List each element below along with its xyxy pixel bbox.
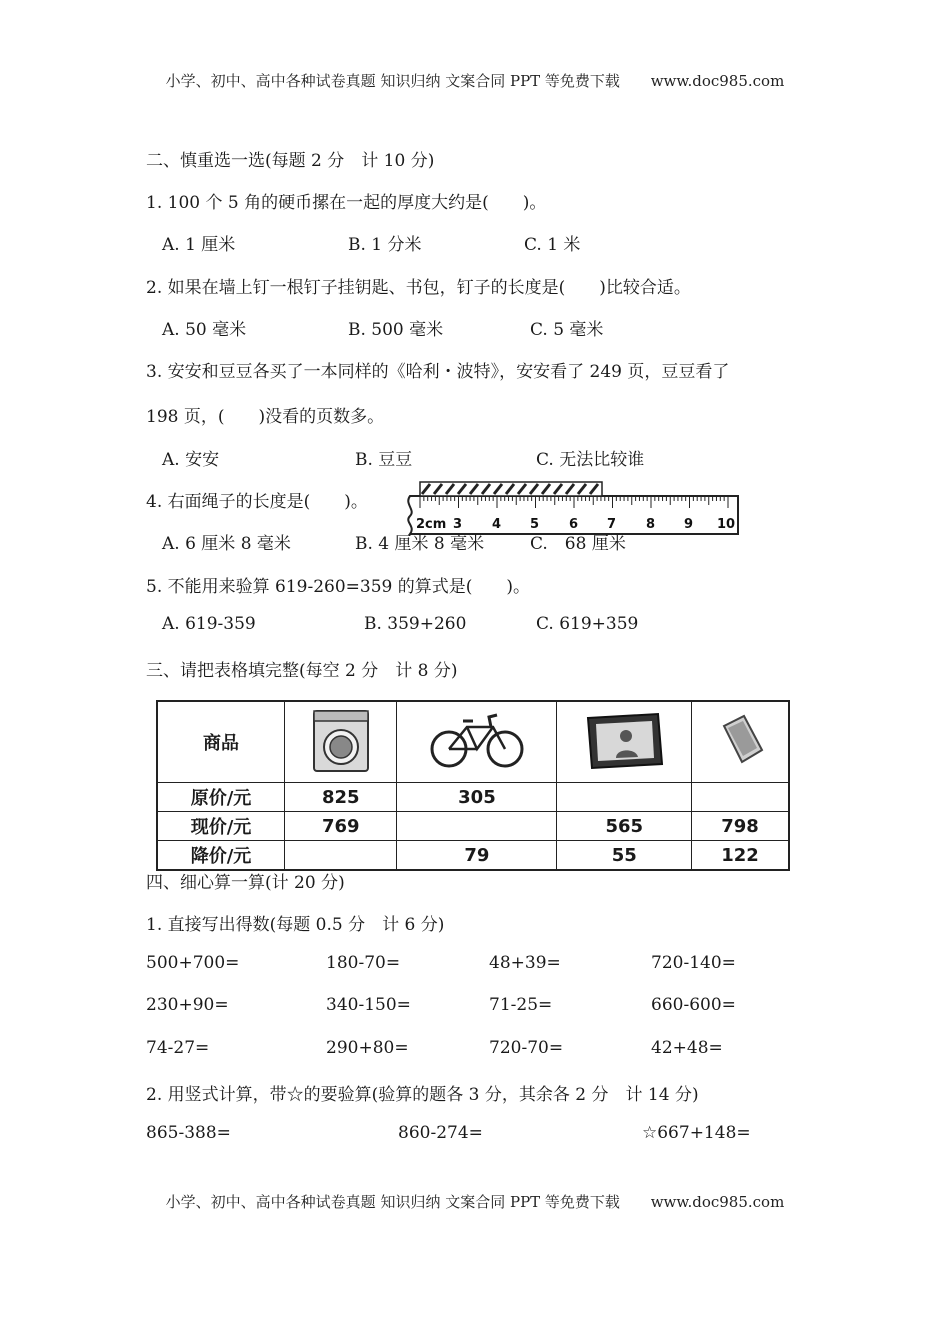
tablet-icon	[582, 708, 666, 772]
question-4: 4. 右面绳子的长度是( )。	[146, 492, 368, 512]
q2-option-c: C. 5 毫米	[530, 320, 604, 340]
header-url[interactable]: www.doc985.com	[650, 72, 785, 90]
q5-option-a: A. 619-359	[162, 614, 256, 634]
calc-item: 290+80=	[326, 1038, 409, 1058]
q4-option-b: B. 4 厘米 8 毫米	[355, 534, 485, 554]
cell: 769	[285, 812, 397, 841]
vertical-calc-item: ☆667+148=	[642, 1123, 751, 1143]
calc-item: 720-70=	[489, 1038, 564, 1058]
part-2-title: 2. 用竖式计算，带☆的要验算(验算的题各 3 分，其余各 2 分 计 14 分)	[146, 1085, 699, 1105]
calc-item: 230+90=	[146, 995, 229, 1015]
ruler-label-7: 7	[607, 517, 617, 532]
ruler-label-4: 4	[492, 517, 502, 532]
q4-option-a: A. 6 厘米 8 毫米	[162, 534, 291, 554]
question-1: 1. 100 个 5 角的硬币摞在一起的厚度大约是( )。	[146, 193, 547, 213]
calc-item: 720-140=	[651, 953, 736, 973]
row-original-price	[157, 783, 789, 812]
phone-icon	[710, 710, 770, 770]
item-bicycle	[397, 701, 557, 783]
ruler-label-2: 2cm	[416, 517, 447, 532]
q3-option-c: C. 无法比较谁	[536, 450, 645, 470]
calc-item: 74-27=	[146, 1038, 210, 1058]
ruler-label-8: 8	[646, 517, 656, 532]
q5-option-b: B. 359+260	[364, 614, 467, 634]
q3-option-b: B. 豆豆	[355, 450, 413, 470]
section-3-title: 三、请把表格填完整(每空 2 分 计 8 分)	[146, 661, 458, 681]
q1-option-b: B. 1 分米	[348, 235, 422, 255]
cell-blank[interactable]	[557, 783, 692, 812]
ruler-label-3: 3	[453, 517, 463, 532]
part-1-title: 1. 直接写出得数(每题 0.5 分 计 6 分)	[146, 915, 445, 935]
calc-item: 48+39=	[489, 953, 561, 973]
q2-option-b: B. 500 毫米	[348, 320, 444, 340]
item-washing-machine	[285, 701, 397, 783]
row-discount	[157, 841, 789, 871]
q1-option-c: C. 1 米	[524, 235, 581, 255]
cell: 565	[557, 812, 692, 841]
ruler-label-10: 10	[717, 517, 736, 532]
washing-machine-icon	[306, 705, 376, 775]
calc-item: 42+48=	[651, 1038, 723, 1058]
row-current-price	[157, 812, 789, 841]
cell: 55	[557, 841, 692, 871]
header-text: 小学、初中、高中各种试卷真题 知识归纳 文案合同 PPT 等免费下载	[165, 72, 620, 90]
ruler-label-9: 9	[684, 517, 694, 532]
cell: 305	[397, 783, 557, 812]
calc-item: 180-70=	[326, 953, 401, 973]
ruler-label-5: 5	[530, 517, 540, 532]
table-header-goods: 商品	[157, 701, 285, 783]
item-tablet	[557, 701, 692, 783]
q3-option-a: A. 安安	[162, 450, 220, 470]
calc-item: 500+700=	[146, 953, 240, 973]
cell-blank[interactable]	[397, 812, 557, 841]
question-2: 2. 如果在墙上钉一根钉子挂钥匙、书包，钉子的长度是( )比较合适。	[146, 278, 691, 298]
page-footer	[0, 1191, 950, 1212]
q2-option-a: A. 50 毫米	[162, 320, 247, 340]
cell: 122	[692, 841, 789, 871]
footer-url[interactable]: www.doc985.com	[650, 1193, 785, 1211]
row-label-discount: 降价/元	[157, 841, 285, 871]
section-2-title: 二、慎重选一选(每题 2 分 计 10 分)	[146, 151, 435, 171]
footer-text: 小学、初中、高中各种试卷真题 知识归纳 文案合同 PPT 等免费下载	[165, 1193, 620, 1211]
calc-item: 660-600=	[651, 995, 736, 1015]
q1-option-a: A. 1 厘米	[162, 235, 236, 255]
bicycle-icon	[427, 707, 527, 773]
row-label-original-price: 原价/元	[157, 783, 285, 812]
calc-item: 340-150=	[326, 995, 411, 1015]
cell-blank[interactable]	[285, 841, 397, 871]
cell: 825	[285, 783, 397, 812]
cell: 798	[692, 812, 789, 841]
question-5: 5. 不能用来验算 619-260=359 的算式是( )。	[146, 577, 531, 597]
item-phone	[692, 701, 789, 783]
price-table	[156, 700, 790, 871]
cell: 79	[397, 841, 557, 871]
cell-blank[interactable]	[692, 783, 789, 812]
section-4-title: 四、细心算一算(计 20 分)	[146, 873, 345, 893]
row-label-current-price: 现价/元	[157, 812, 285, 841]
ruler-label-6: 6	[569, 517, 579, 532]
q5-option-c: C. 619+359	[536, 614, 639, 634]
vertical-calc-item: 865-388=	[146, 1123, 231, 1143]
question-3-line-2: 198 页，( )没看的页数多。	[146, 407, 385, 427]
calc-item: 71-25=	[489, 995, 553, 1015]
vertical-calc-item: 860-274=	[398, 1123, 483, 1143]
question-3-line-1: 3. 安安和豆豆各买了一本同样的《哈利・波特》，安安看了 249 页，豆豆看了	[146, 362, 730, 382]
q4-option-c: C. 68 厘米	[530, 534, 626, 554]
page-header	[0, 70, 950, 91]
